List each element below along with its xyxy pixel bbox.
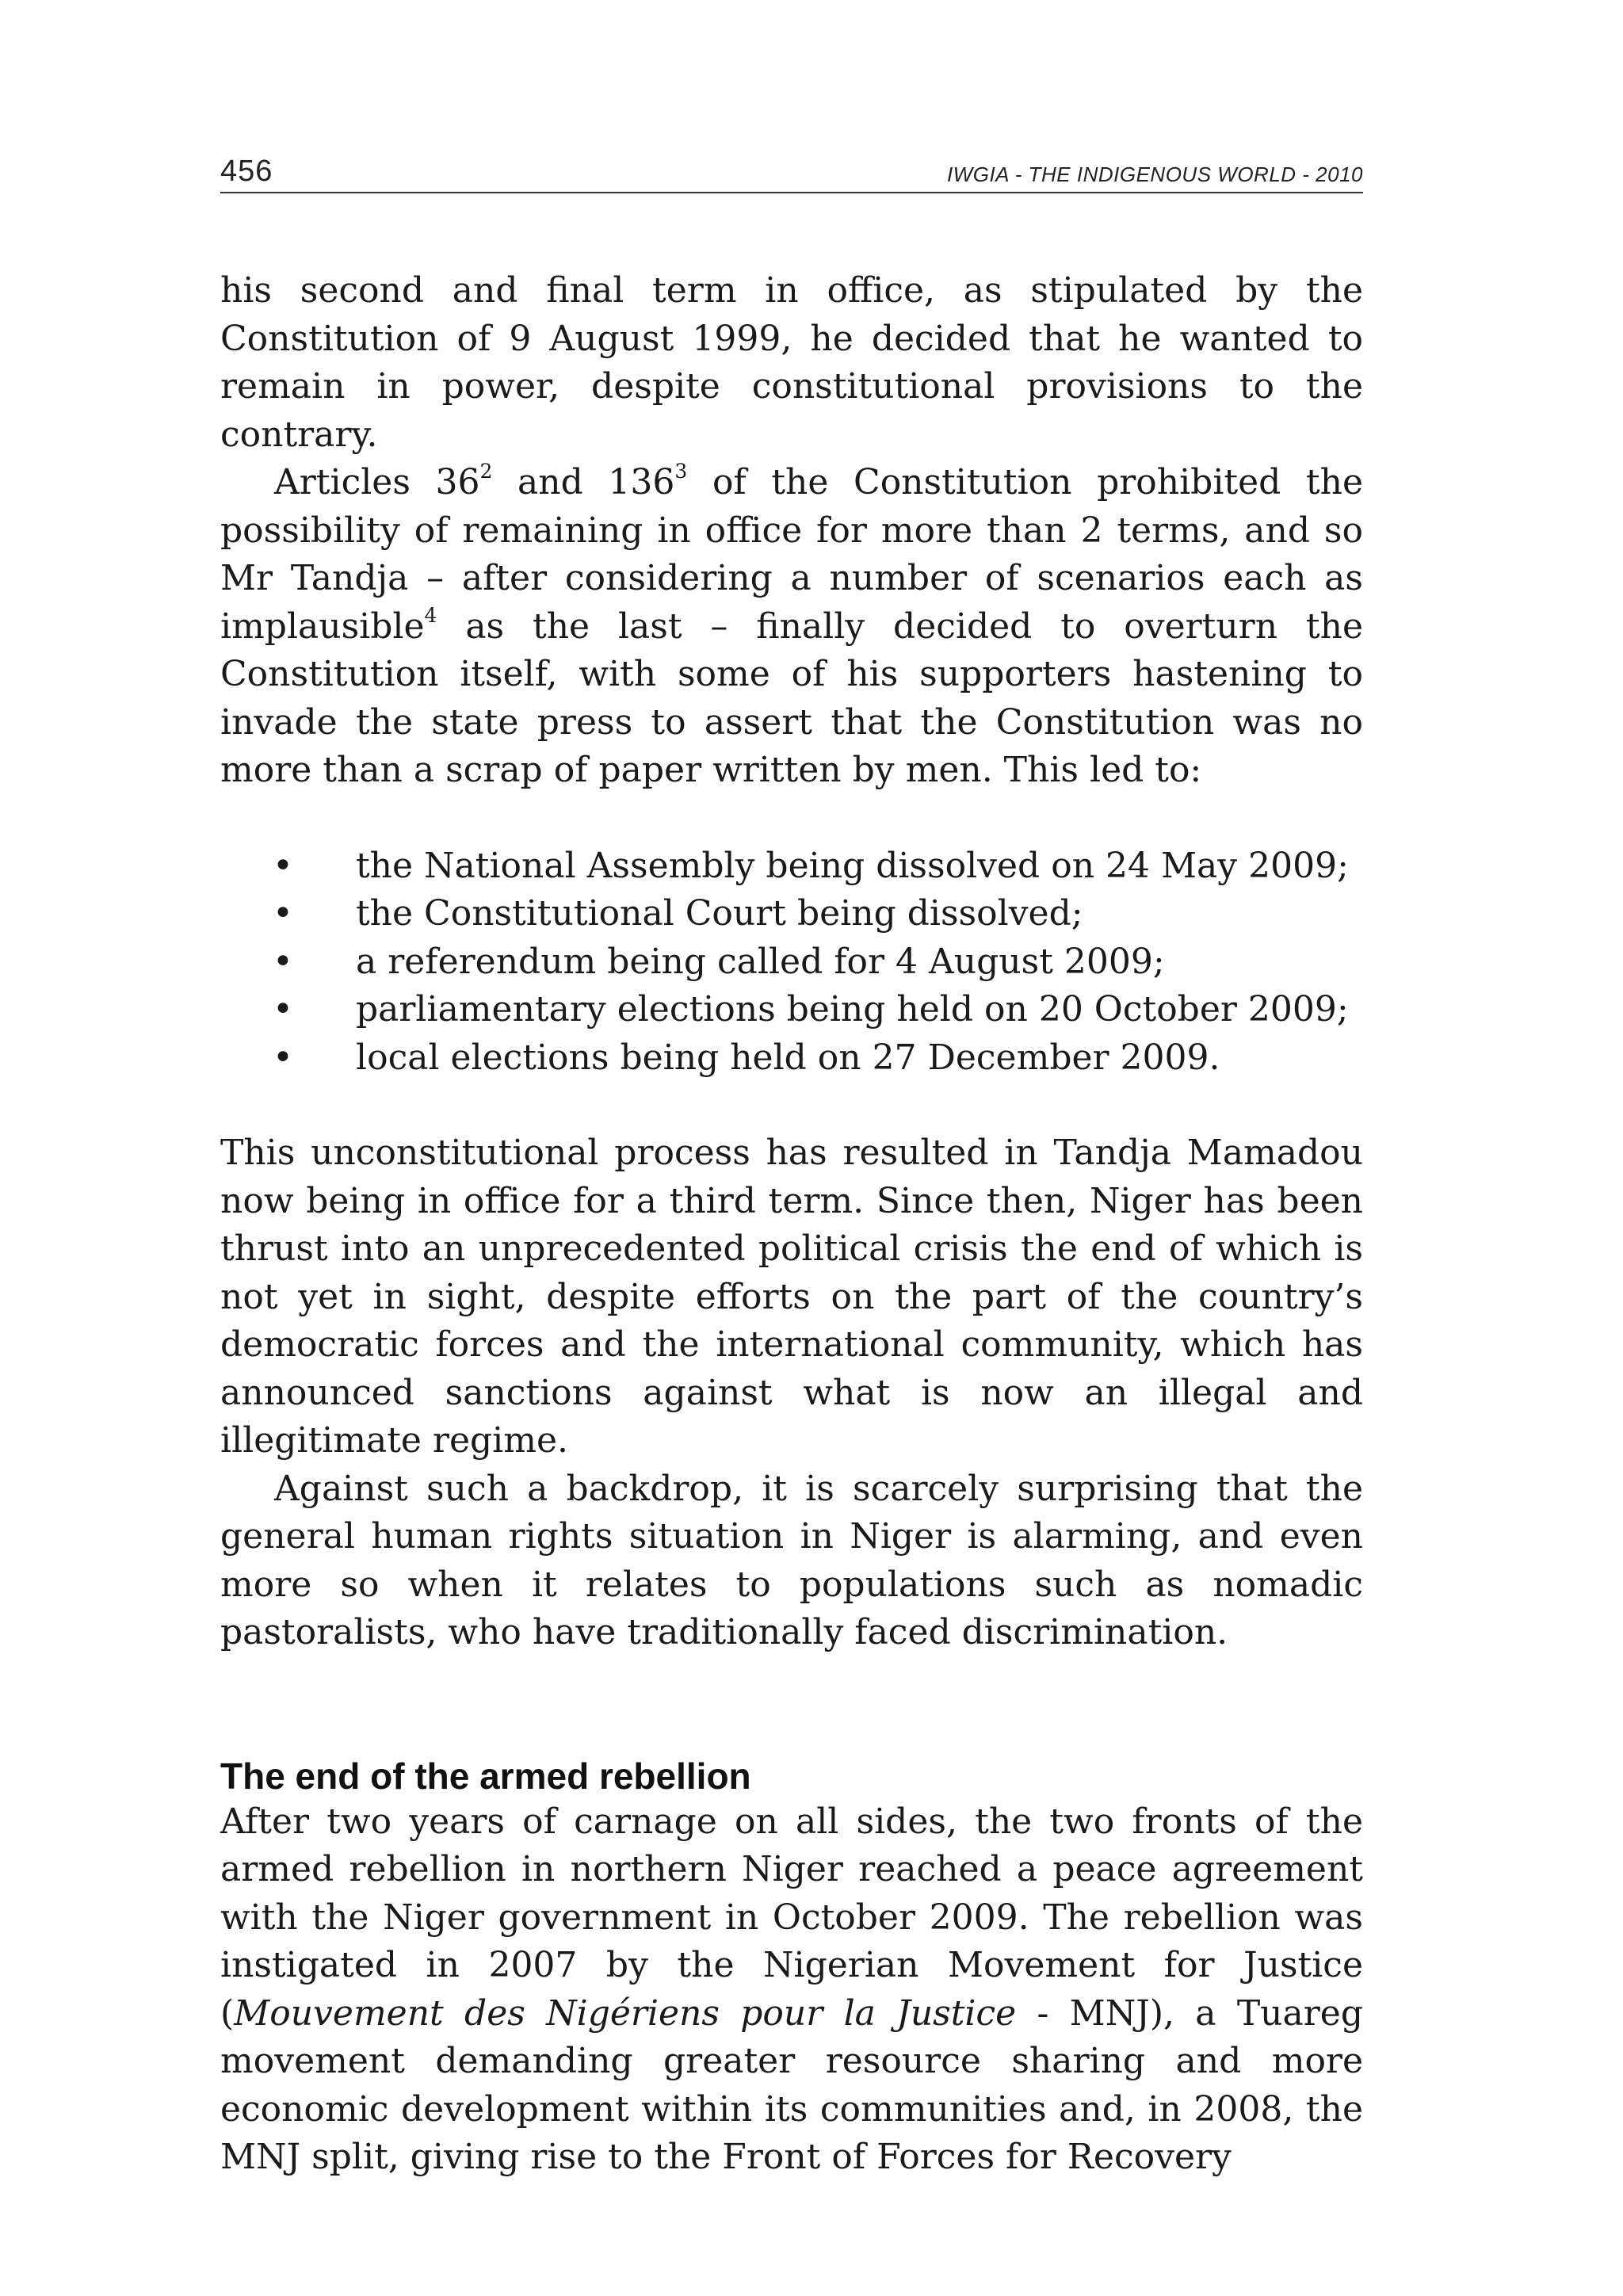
bullet-icon: • <box>273 941 293 982</box>
list-item <box>220 890 1363 938</box>
footnote-ref[interactable]: 3 <box>674 460 688 483</box>
list-item-text: local elections being held on 27 December 2009. <box>356 1037 1220 1078</box>
text-run: and 136 <box>492 462 675 502</box>
footnote-ref[interactable]: 4 <box>424 603 437 627</box>
running-header <box>220 151 1363 193</box>
paragraph <box>220 1798 1363 2182</box>
list-item-text: parliamentary elections being held on 20 October 2009; <box>356 989 1349 1030</box>
text-run: After two years of carnage on all sides, the two fronts of the armed rebellion in northern Niger reached a peace agreement with the Niger government in October 2009. The rebellion was instigated in 2007 by the Nigerian Movement for Justice ( <box>220 1801 1363 2034</box>
footnote-ref[interactable]: 2 <box>479 460 493 483</box>
list-item <box>220 938 1363 987</box>
italic-text: Mouvement des Nigériens pour la Justice <box>234 1992 1017 2034</box>
document-page <box>220 151 1363 2182</box>
bullet-icon: • <box>273 989 293 1030</box>
list-item <box>220 842 1363 891</box>
page-number: 456 <box>220 155 273 188</box>
paragraph: This unconstitutional process has resulted in Tandja Mamadou now being in office for a third term. Since then, Niger has been thrust into an unprecedented political crisis the end of which is not yet in sight, despite efforts on the part of the country’s democratic forces and the international community, which has announced sanctions against what is now an illegal and illegitimate regime. <box>220 1133 1363 1461</box>
list-item-text: the National Assembly being dissolved on 24 May 2009; <box>356 845 1349 886</box>
text-run: - MNJ), a Tuareg movement demanding greater resource sharing and more economic development within its communities and, in 2008, the MNJ split, giving rise to the Front of Forces for Recovery <box>220 1992 1363 2177</box>
bullet-list <box>220 842 1363 1083</box>
text-run: Articles 36 <box>274 462 480 502</box>
journal-title: IWGIA - THE INDIGENOUS WORLD - 2010 <box>946 162 1363 186</box>
paragraph: his second and final term in office, as stipulated by the Constitution of 9 August 1999, he decided that he wanted to remain in power, despite constitutional provisions to the contrary. <box>220 270 1363 455</box>
body-text <box>220 267 1363 2182</box>
bullet-icon: • <box>273 845 293 886</box>
bullet-icon: • <box>273 1037 293 1078</box>
paragraph: Against such a backdrop, it is scarcely surprising that the general human rights situation in Niger is alarming, and even more so when it relates to populations such as nomadic pastoralists, who have traditionally faced discrimination. <box>220 1468 1363 1652</box>
list-item <box>220 1034 1363 1083</box>
text-run: of the Constitution prohibited the possibility of remaining in office for more than 2 terms, and so Mr Tandja – after considering a number of scenarios each as implausible <box>220 462 1363 647</box>
list-item-text: the Constitutional Court being dissolved; <box>356 893 1083 934</box>
section-heading: The end of the armed rebellion <box>220 1755 751 1797</box>
list-item <box>220 986 1363 1034</box>
text-run: as the last – finally decided to overturn the Constitution itself, with some of his supporters hastening to invade the state press to assert that the Constitution was no more than a scrap of paper written by men. This led to: <box>220 606 1363 790</box>
bullet-icon: • <box>273 893 293 934</box>
list-item-text: a referendum being called for 4 August 2009; <box>356 941 1165 982</box>
paragraph <box>220 459 1363 795</box>
